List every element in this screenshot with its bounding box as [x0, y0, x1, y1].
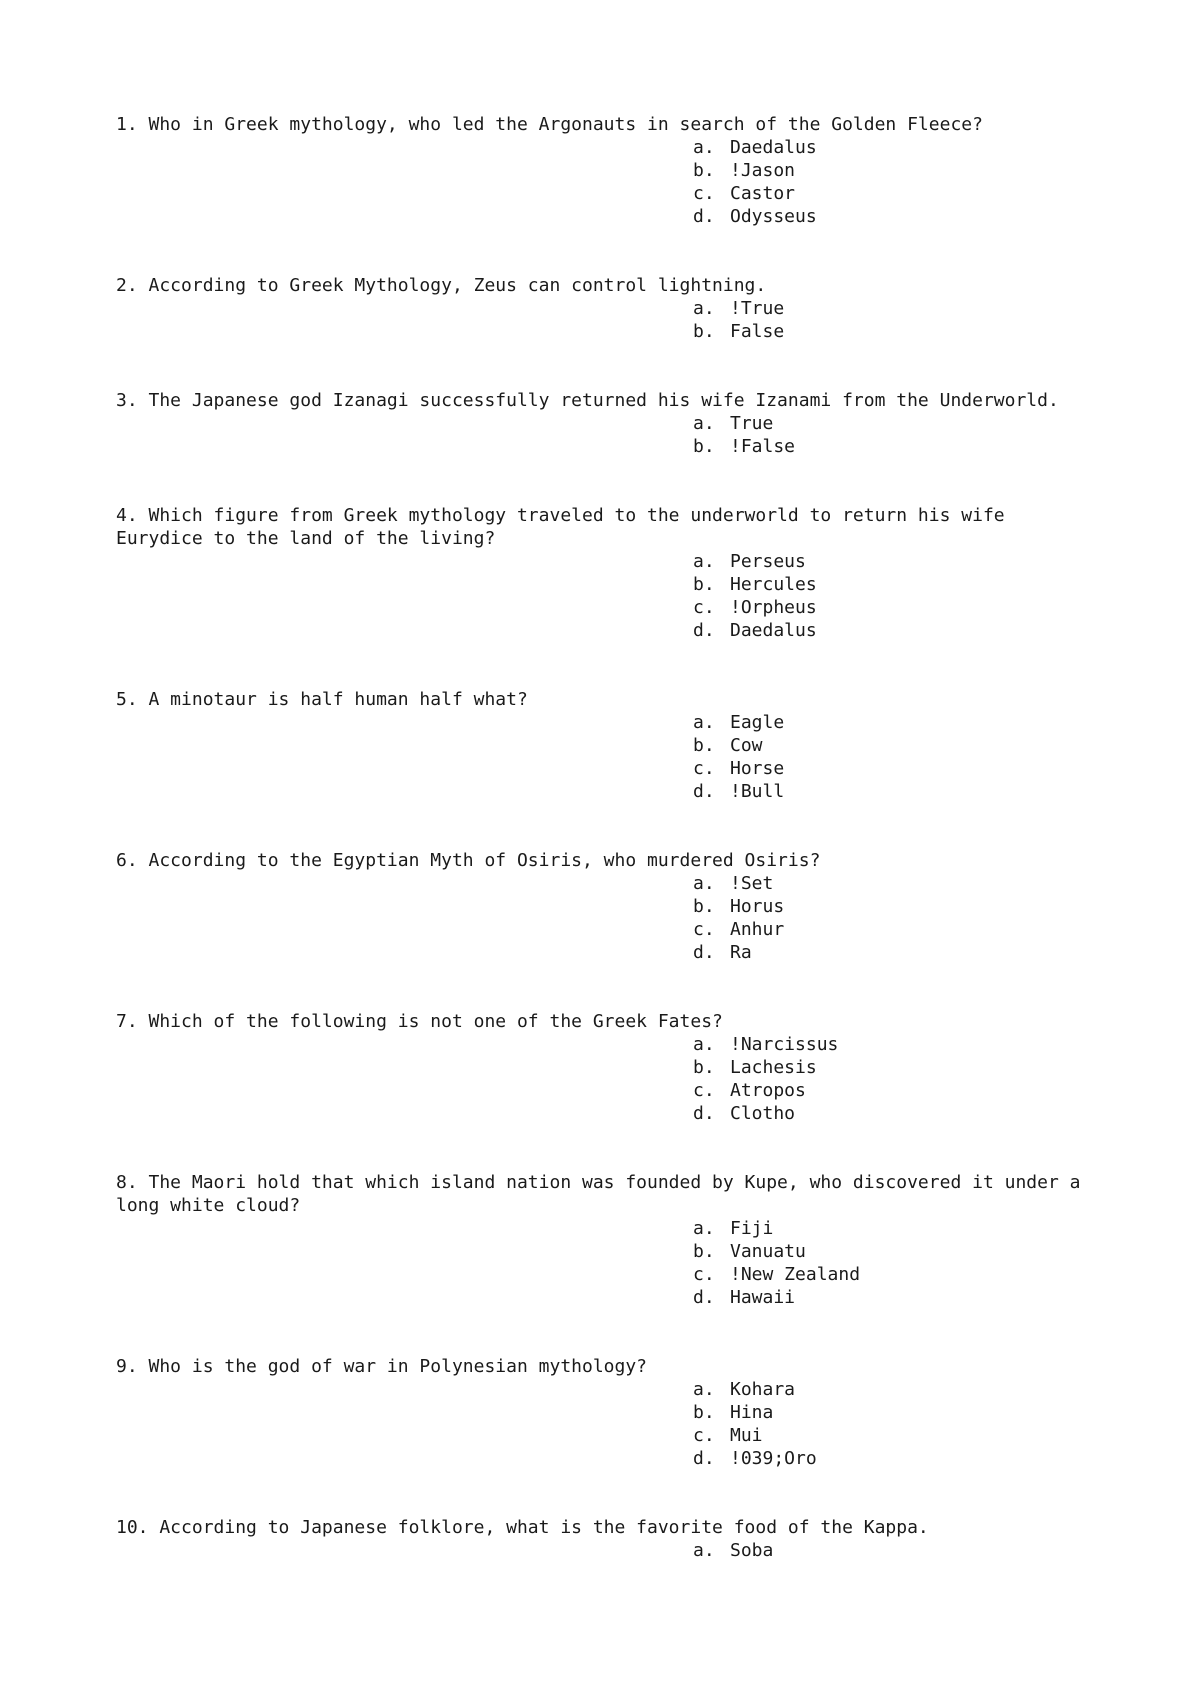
answer-option [693, 159, 1116, 182]
answer-options [116, 136, 1116, 228]
question-text: 9. Who is the god of war in Polynesian mythology? [116, 1356, 648, 1377]
answer-option [693, 136, 1116, 159]
answer-text: True [730, 413, 774, 434]
answer-text: Ra [730, 942, 752, 963]
answer-letter: a. [693, 137, 715, 158]
answer-option [693, 1263, 1116, 1286]
answer-letter: d. [693, 1287, 715, 1308]
answer-option [693, 205, 1116, 228]
answer-options [116, 1378, 1116, 1470]
answer-options [116, 711, 1116, 803]
answer-option [693, 412, 1116, 435]
answer-letter: c. [693, 919, 715, 940]
question-9 [116, 1355, 1116, 1470]
question-text: 7. Which of the following is not one of the Greek Fates? [116, 1011, 723, 1032]
answer-option [693, 596, 1116, 619]
question-text: 3. The Japanese god Izanagi successfully returned his wife Izanami from the Underworld. [116, 390, 1059, 411]
answer-option [693, 550, 1116, 573]
answer-letter: c. [693, 1264, 715, 1285]
answer-text: Castor [730, 183, 796, 204]
answer-option [693, 1424, 1116, 1447]
question-4 [116, 504, 1116, 642]
answer-text: Hina [730, 1402, 774, 1423]
answer-option [693, 1240, 1116, 1263]
answer-letter: a. [693, 1218, 715, 1239]
answer-text: Daedalus [730, 137, 817, 158]
answer-option [693, 780, 1116, 803]
answer-letter: b. [693, 896, 715, 917]
answer-text: !Jason [730, 160, 796, 181]
answer-text: Mui [730, 1425, 763, 1446]
answer-letter: a. [693, 873, 715, 894]
answer-letter: b. [693, 1241, 715, 1262]
answer-letter: a. [693, 413, 715, 434]
answer-letter: d. [693, 781, 715, 802]
answer-option [693, 895, 1116, 918]
answer-letter: c. [693, 597, 715, 618]
answer-option [693, 734, 1116, 757]
question-3 [116, 389, 1116, 458]
answer-option [693, 1033, 1116, 1056]
question-10 [116, 1516, 1116, 1562]
answer-text: Vanuatu [730, 1241, 806, 1262]
answer-letter: b. [693, 436, 715, 457]
answer-option [693, 619, 1116, 642]
answer-text: False [730, 321, 785, 342]
answer-text: Horus [730, 896, 785, 917]
answer-option [693, 1401, 1116, 1424]
answer-letter: a. [693, 551, 715, 572]
answer-option [693, 1217, 1116, 1240]
question-text: 1. Who in Greek mythology, who led the Argonauts in search of the Golden Fleece? [116, 114, 983, 135]
answer-letter: d. [693, 620, 715, 641]
answer-text: !True [730, 298, 785, 319]
answer-option [693, 1079, 1116, 1102]
answer-text: !Set [730, 873, 774, 894]
answer-options [116, 297, 1116, 343]
answer-option [693, 918, 1116, 941]
answer-option [693, 573, 1116, 596]
answer-letter: c. [693, 183, 715, 204]
answer-text: Daedalus [730, 620, 817, 641]
answer-options [116, 412, 1116, 458]
answer-letter: a. [693, 1540, 715, 1561]
answer-letter: b. [693, 160, 715, 181]
answer-letter: d. [693, 206, 715, 227]
answer-letter: d. [693, 1103, 715, 1124]
question-8 [116, 1171, 1116, 1309]
question-text: 4. Which figure from Greek mythology traveled to the underworld to return his wife Eurydice to the land of the living? [116, 505, 1016, 549]
answer-option [693, 872, 1116, 895]
answer-text: Atropos [730, 1080, 806, 1101]
question-text: 6. According to the Egyptian Myth of Osiris, who murdered Osiris? [116, 850, 821, 871]
answer-letter: c. [693, 1080, 715, 1101]
answer-text: Cow [730, 735, 763, 756]
question-text: 5. A minotaur is half human half what? [116, 689, 528, 710]
question-2 [116, 274, 1116, 343]
question-text: 10. According to Japanese folklore, what is the favorite food of the Kappa. [116, 1517, 929, 1538]
answer-option [693, 297, 1116, 320]
answer-letter: d. [693, 1448, 715, 1469]
answer-option [693, 1539, 1116, 1562]
answer-text: Clotho [730, 1103, 796, 1124]
answer-letter: c. [693, 758, 715, 779]
answer-letter: d. [693, 942, 715, 963]
answer-text: Hercules [730, 574, 817, 595]
answer-text: !Bull [730, 781, 785, 802]
answer-options [116, 550, 1116, 642]
answer-letter: b. [693, 321, 715, 342]
quiz-question-list [116, 113, 1116, 1608]
answer-letter: a. [693, 712, 715, 733]
answer-text: !039;Oro [730, 1448, 817, 1469]
answer-text: Eagle [730, 712, 785, 733]
answer-text: Soba [730, 1540, 774, 1561]
answer-letter: a. [693, 298, 715, 319]
answer-options [116, 872, 1116, 964]
answer-option [693, 1378, 1116, 1401]
answer-letter: b. [693, 574, 715, 595]
answer-text: Perseus [730, 551, 806, 572]
answer-letter: b. [693, 1402, 715, 1423]
answer-letter: a. [693, 1034, 715, 1055]
question-1 [116, 113, 1116, 228]
answer-option [693, 1447, 1116, 1470]
answer-text: Kohara [730, 1379, 796, 1400]
answer-option [693, 757, 1116, 780]
answer-option [693, 1056, 1116, 1079]
answer-text: Horse [730, 758, 785, 779]
answer-text: !New Zealand [730, 1264, 861, 1285]
question-text: 2. According to Greek Mythology, Zeus can control lightning. [116, 275, 767, 296]
answer-text: Anhur [730, 919, 785, 940]
answer-text: Odysseus [730, 206, 817, 227]
answer-option [693, 320, 1116, 343]
question-7 [116, 1010, 1116, 1125]
answer-options [116, 1033, 1116, 1125]
answer-text: Lachesis [730, 1057, 817, 1078]
answer-option [693, 941, 1116, 964]
answer-option [693, 1102, 1116, 1125]
question-6 [116, 849, 1116, 964]
answer-letter: b. [693, 1057, 715, 1078]
answer-text: Fiji [730, 1218, 774, 1239]
answer-text: !Orpheus [730, 597, 817, 618]
question-5 [116, 688, 1116, 803]
answer-options [116, 1217, 1116, 1309]
answer-text: !Narcissus [730, 1034, 839, 1055]
question-text: 8. The Maori hold that which island nation was founded by Kupe, who discovered it under a long white cloud? [116, 1172, 1092, 1216]
answer-letter: c. [693, 1425, 715, 1446]
answer-option [693, 1286, 1116, 1309]
answer-options [116, 1539, 1116, 1562]
answer-option [693, 711, 1116, 734]
answer-letter: a. [693, 1379, 715, 1400]
answer-letter: b. [693, 735, 715, 756]
answer-option [693, 182, 1116, 205]
answer-text: Hawaii [730, 1287, 796, 1308]
answer-text: !False [730, 436, 796, 457]
answer-option [693, 435, 1116, 458]
